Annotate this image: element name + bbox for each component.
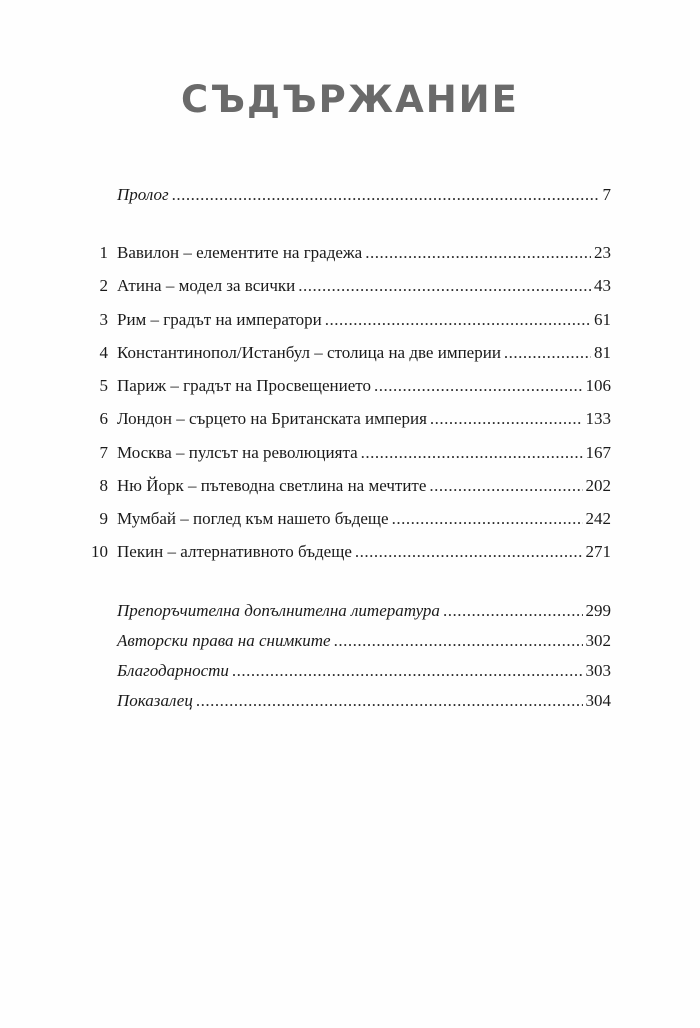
toc-entry-page: 7: [602, 185, 611, 204]
dot-leader: [430, 405, 583, 433]
toc-entry-chapter[interactable]: [0, 272, 700, 300]
toc-entry-page: 302: [585, 631, 611, 650]
toc-entry-chapter[interactable]: [0, 472, 700, 500]
toc-entry-line: [117, 439, 611, 467]
toc-entry-page: 202: [585, 476, 611, 495]
toc-entry-label: Мумбай – поглед към нашето бъдеще: [117, 509, 389, 528]
toc-entry-page: 106: [585, 376, 611, 395]
dot-leader: [232, 657, 583, 685]
dot-leader: [504, 339, 591, 367]
dot-leader: [374, 372, 583, 400]
dot-leader: [443, 597, 583, 625]
toc-entry-label: Атина – модел за всички: [117, 276, 296, 295]
toc-entry-chapter[interactable]: [0, 538, 700, 566]
chapter-number: 1: [99, 243, 108, 262]
toc-entry-page: 303: [585, 661, 611, 680]
toc-entry-page: 299: [585, 601, 611, 620]
toc-entry-line: [117, 181, 611, 209]
toc-entry-line: [117, 472, 611, 500]
chapter-number: 2: [99, 276, 108, 295]
toc-entry-label: Авторски права на снимките: [117, 631, 331, 650]
toc-entry-label: Париж – градът на Просвещението: [117, 376, 371, 395]
dot-leader: [355, 538, 583, 566]
toc-entry-chapter[interactable]: [0, 505, 700, 533]
toc-entry-line: [117, 372, 611, 400]
chapter-number: 4: [99, 343, 108, 362]
toc-entry-appendix[interactable]: [0, 627, 700, 655]
toc-entry-label: Москва – пулсът на революцията: [117, 443, 358, 462]
chapter-number: 5: [99, 376, 108, 395]
toc-entry-prologue[interactable]: [0, 181, 700, 209]
toc-entry-line: [117, 405, 611, 433]
toc-entry-page: 167: [585, 443, 611, 462]
toc-entry-label: Препоръчителна допълнителна литература: [117, 601, 440, 620]
toc-entry-page: 43: [594, 276, 611, 295]
toc-entry-page: 61: [594, 310, 611, 329]
toc-entry-line: [117, 272, 611, 300]
dot-leader: [361, 439, 583, 467]
toc-entry-page: 271: [585, 542, 611, 561]
toc-entry-chapter[interactable]: [0, 339, 700, 367]
dot-leader: [334, 627, 583, 655]
toc-entry-line: [117, 339, 611, 367]
dot-leader: [365, 239, 591, 267]
toc-entry-label: Вавилон – елементите на градежа: [117, 243, 363, 262]
toc-entry-label: Благодарности: [117, 661, 229, 680]
toc-entry-line: [117, 687, 611, 715]
toc-entry-line: [117, 657, 611, 685]
toc-entry-page: 133: [585, 409, 611, 428]
toc-entry-label: Лондон – сърцето на Британската империя: [117, 409, 427, 428]
toc-entry-line: [117, 306, 611, 334]
toc-entry-page: 242: [585, 509, 611, 528]
toc-entry-chapter[interactable]: [0, 405, 700, 433]
toc-entry-line: [117, 505, 611, 533]
toc-entry-line: [117, 538, 611, 566]
toc-entry-chapter[interactable]: [0, 372, 700, 400]
toc-entry-label: Пролог: [117, 185, 169, 204]
toc-entry-page: 23: [594, 243, 611, 262]
toc-entry-line: [117, 597, 611, 625]
toc-entry-appendix[interactable]: [0, 657, 700, 685]
dot-leader: [429, 472, 582, 500]
dot-leader: [325, 306, 591, 334]
dot-leader: [172, 181, 600, 209]
toc-entry-label: Показалец: [117, 691, 193, 710]
toc-entry-label: Пекин – алтернативното бъдеще: [117, 542, 352, 561]
dot-leader: [392, 505, 583, 533]
toc-entry-line: [117, 239, 611, 267]
dot-leader: [196, 687, 583, 715]
toc-entry-label: Константинопол/Истанбул – столица на две империи: [117, 343, 501, 362]
toc-entry-chapter[interactable]: [0, 306, 700, 334]
toc-entry-label: Рим – градът на императори: [117, 310, 322, 329]
toc-entry-label: Ню Йорк – пътеводна светлина на мечтите: [117, 476, 427, 495]
toc-entry-line: [117, 627, 611, 655]
toc-entry-appendix[interactable]: [0, 687, 700, 715]
dot-leader: [298, 272, 591, 300]
chapter-number: 3: [99, 310, 108, 329]
toc-entry-chapter[interactable]: [0, 439, 700, 467]
toc-entry-page: 81: [594, 343, 611, 362]
chapter-number: 10: [91, 542, 108, 561]
chapter-number: 7: [99, 443, 108, 462]
toc-entry-appendix[interactable]: [0, 597, 700, 625]
toc-entry-chapter[interactable]: [0, 239, 700, 267]
page-title: СЪДЪРЖАНИЕ: [181, 78, 519, 121]
chapter-number: 9: [99, 509, 108, 528]
chapter-number: 6: [99, 409, 108, 428]
chapter-number: 8: [99, 476, 108, 495]
toc-entry-page: 304: [585, 691, 611, 710]
